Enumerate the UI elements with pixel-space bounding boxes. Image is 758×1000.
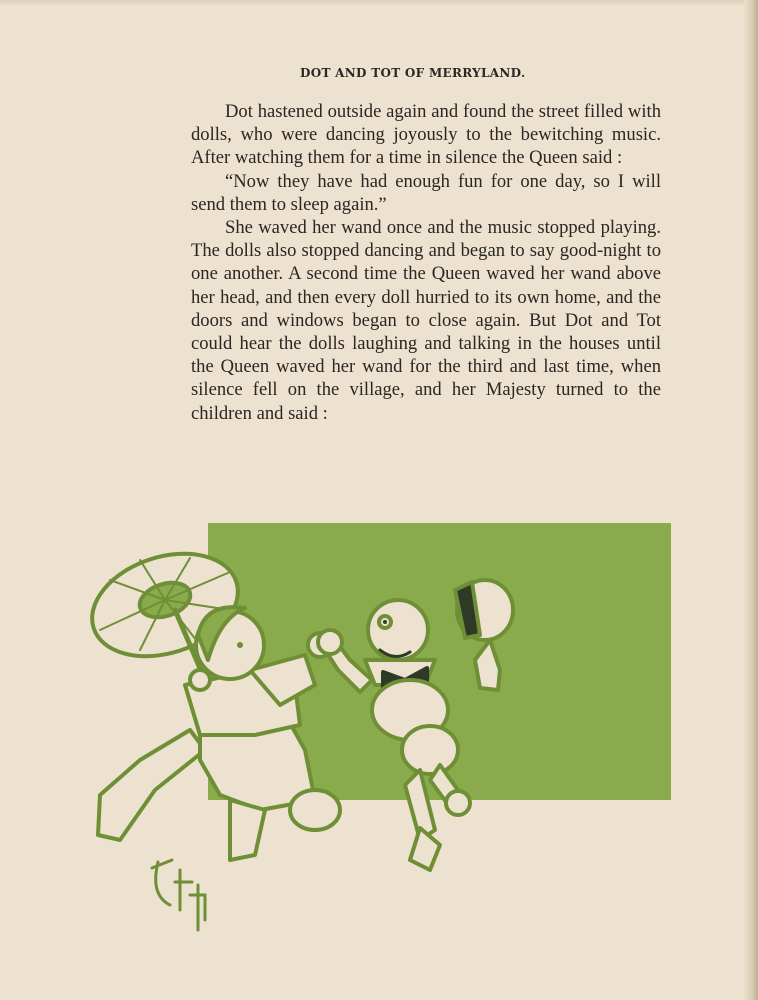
page-top-shadow	[0, 0, 758, 6]
paragraph-3: She waved her wand once and the music stopped playing. The dolls also stopped dancing and began to say good-night to one another. A second time the Queen waved her wand above her head, and then every doll hurried to its own home, and the doors and windows began to close again. But Dot and Tot could hear the dolls laughing and talking in the houses until the Queen waved her wand for the third and last time, when silence fell on the village, and her Majesty turned to the children and said :	[191, 217, 661, 424]
paragraph-1: Dot hastened outside again and found the street filled with dolls, who were dancing joyously to the bewitching music. After watching them for a time in silence the Queen said :	[191, 101, 661, 169]
illustration	[80, 510, 680, 950]
paragraph-2: “Now they have had enough fun for one day, so I will send them to sleep again.”	[191, 170, 661, 215]
page-edge	[744, 0, 758, 1000]
artist-monogram	[152, 860, 205, 930]
running-head: DOT AND TOT OF MERRYLAND.	[300, 66, 526, 80]
body-text	[191, 100, 661, 425]
